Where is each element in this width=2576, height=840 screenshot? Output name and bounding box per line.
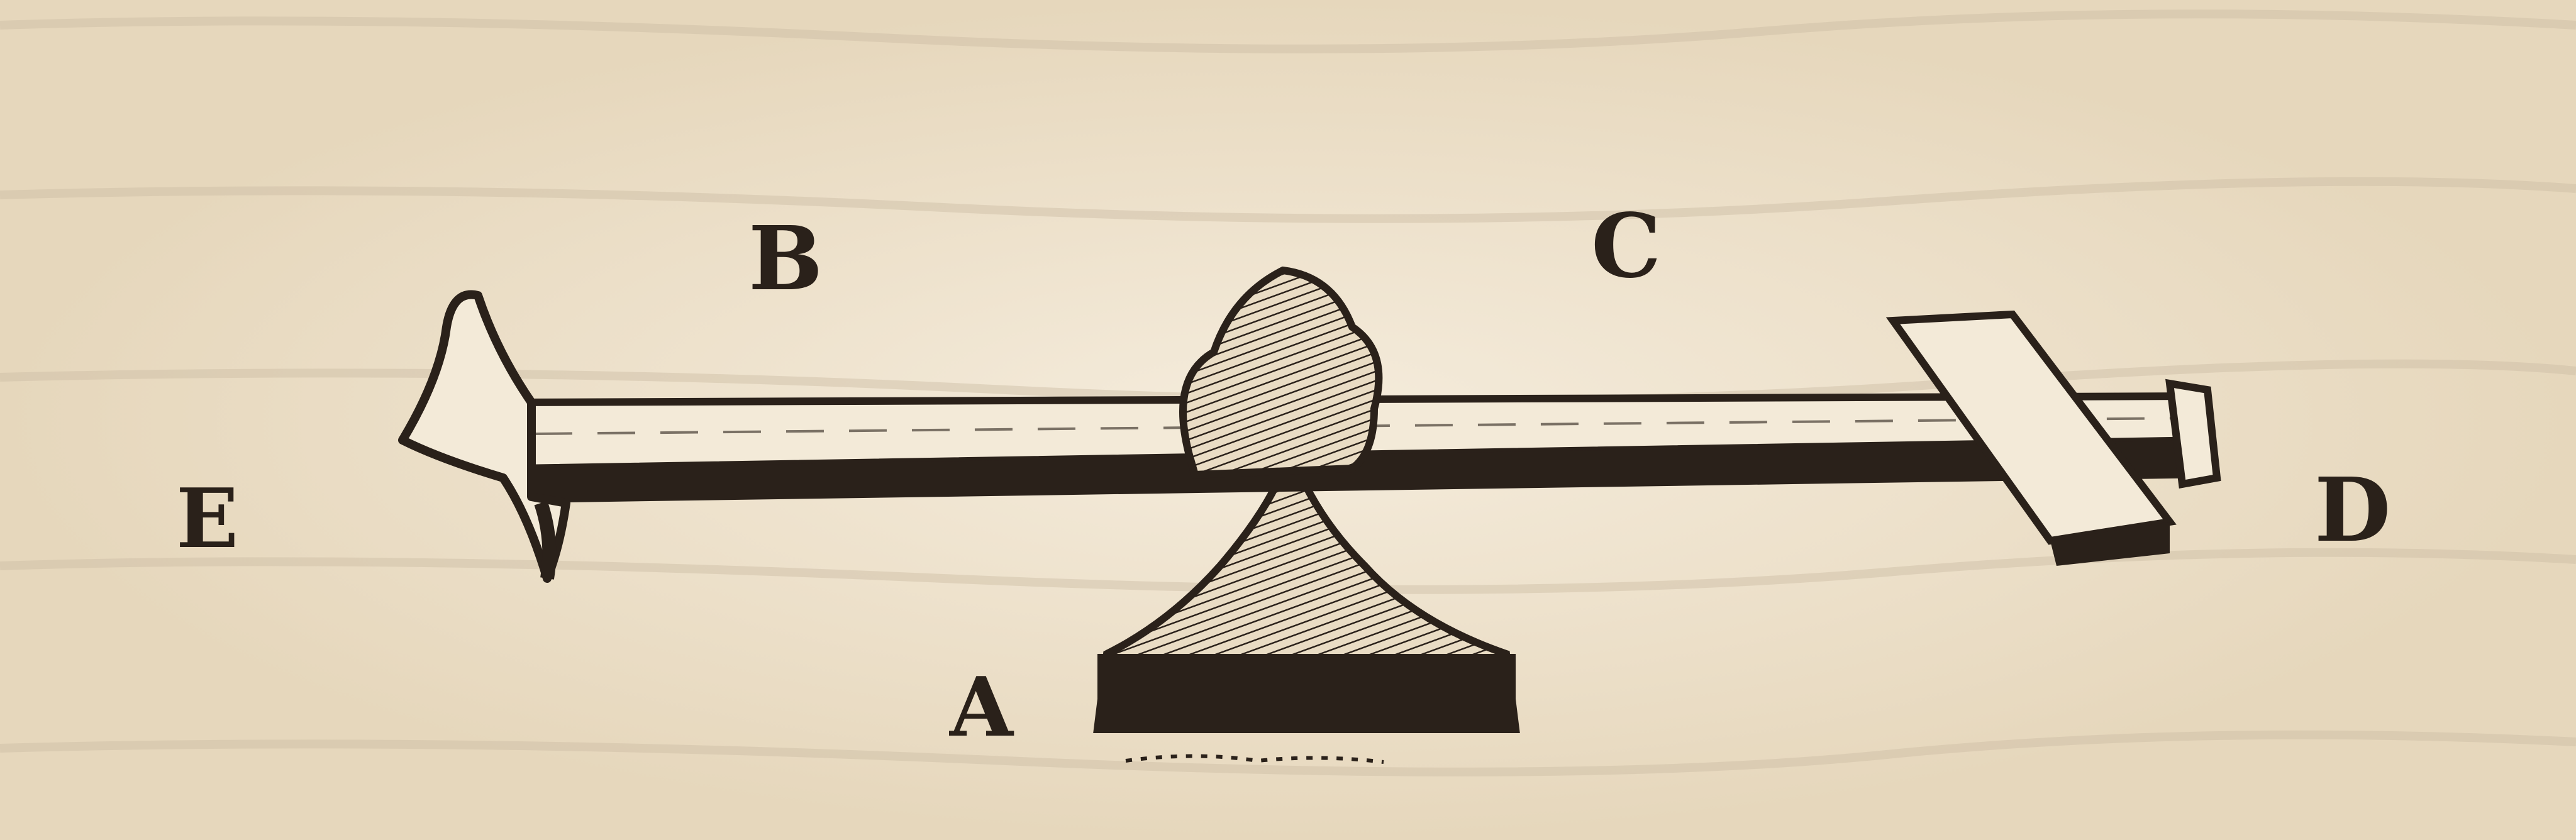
label-a: A bbox=[950, 659, 1013, 755]
label-b: B bbox=[748, 207, 823, 311]
label-e: E bbox=[176, 470, 239, 566]
label-d: D bbox=[2314, 459, 2391, 562]
label-c: C bbox=[1591, 195, 1662, 298]
